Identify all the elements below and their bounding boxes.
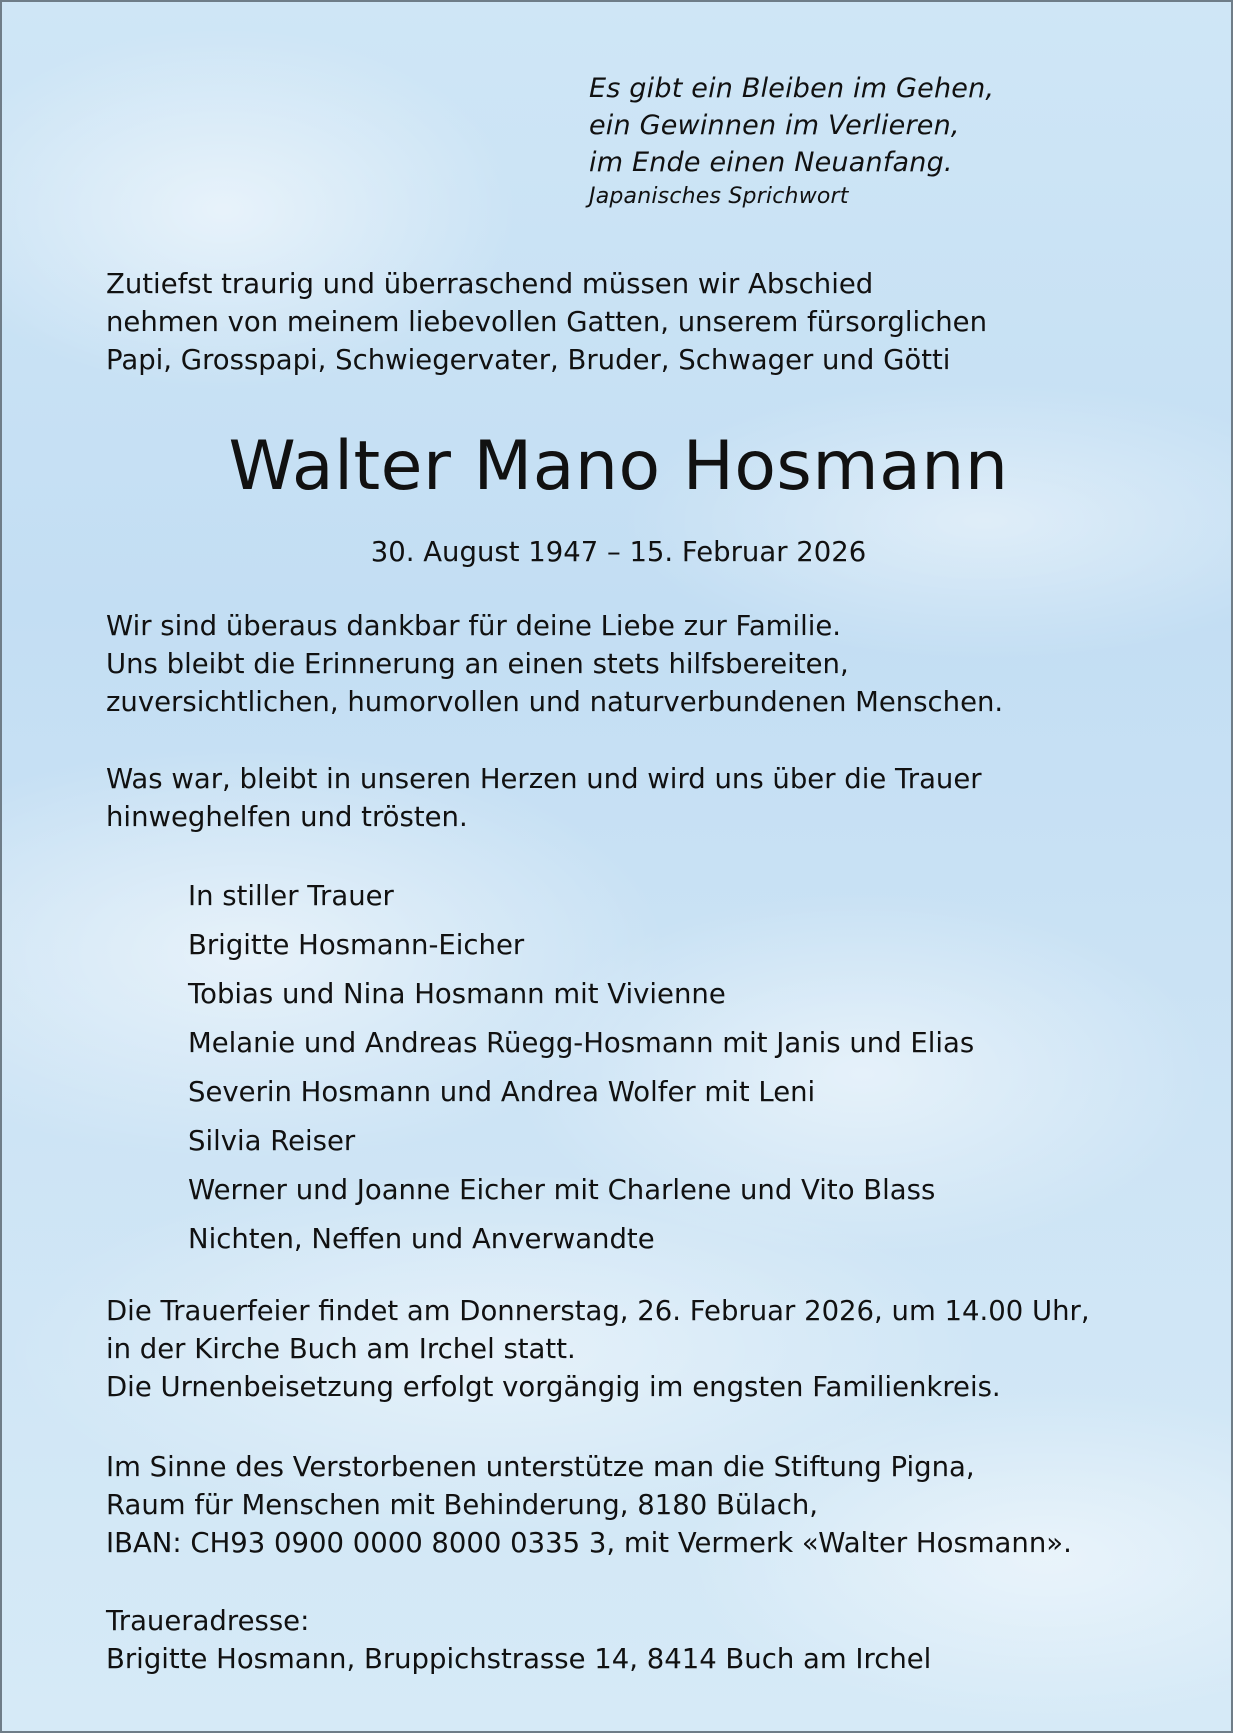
address-value: Brigitte Hosmann, Bruppichstrasse 14, 8414 Buch am Irchel: [106, 1643, 932, 1675]
thanks-line: Uns bleibt die Erinnerung an einen stets hilfsbereiten,: [106, 648, 849, 680]
mourning-address: [106, 1602, 1186, 1678]
mourners-heading: In stiller Trauer: [188, 880, 394, 912]
donation-line: IBAN: CH93 0900 0000 8000 0335 3, mit Vermerk «Walter Hosmann».: [106, 1527, 1072, 1559]
donation-line: Im Sinne des Verstorbenen unterstütze man die Stiftung Pigna,: [106, 1451, 975, 1483]
thanks-line: zuversichtlichen, humorvollen und naturverbundenen Menschen.: [106, 686, 1004, 718]
thanks-line: Wir sind überaus dankbar für deine Liebe zur Familie.: [106, 610, 842, 642]
intro-line: Zutiefst traurig und überraschend müssen wir Abschied: [106, 268, 874, 300]
intro-paragraph: [106, 265, 1166, 379]
donation-paragraph: [106, 1448, 1186, 1562]
life-dates: 30. August 1947 – 15. Februar 2026: [370, 536, 867, 568]
memory-paragraph: [106, 760, 1186, 836]
mourner-name: Silvia Reiser: [188, 1125, 356, 1157]
mourner-name: Brigitte Hosmann-Eicher: [188, 929, 525, 961]
quote-line: im Ende einen Neuanfang.: [589, 147, 953, 178]
ceremony-line: Die Trauerfeier findet am Donnerstag, 26. Februar 2026, um 14.00 Uhr,: [106, 1295, 1090, 1327]
intro-line: Papi, Grosspapi, Schwiegervater, Bruder, Schwager und Götti: [106, 344, 951, 376]
address-label: Traueradresse:: [106, 1605, 310, 1637]
thanks-paragraph: [106, 607, 1186, 721]
ceremony-line: Die Urnenbeisetzung erfolgt vorgängig im engsten Familienkreis.: [106, 1371, 1001, 1403]
memory-line: hinweghelfen und trösten.: [106, 801, 468, 833]
donation-line: Raum für Menschen mit Behinderung, 8180 Bülach,: [106, 1489, 819, 1521]
mourner-name: Melanie und Andreas Rüegg-Hosmann mit Janis und Elias: [188, 1027, 975, 1059]
intro-line: nehmen von meinem liebevollen Gatten, unserem fürsorglichen: [106, 306, 988, 338]
deceased-name: Walter Mano Hosmann: [228, 427, 1009, 506]
mourner-name: Werner und Joanne Eicher mit Charlene und Vito Blass: [188, 1174, 936, 1206]
ceremony-line: in der Kirche Buch am Irchel statt.: [106, 1333, 576, 1365]
mourner-name: Severin Hosmann und Andrea Wolfer mit Leni: [188, 1076, 816, 1108]
mourner-name: Nichten, Neffen und Anverwandte: [188, 1223, 655, 1255]
epigraph-quote: [589, 70, 994, 212]
ceremony-paragraph: [106, 1292, 1186, 1406]
mourners-list: [188, 872, 1188, 1264]
memory-line: Was war, bleibt in unseren Herzen und wird uns über die Trauer: [106, 763, 982, 795]
quote-line: Es gibt ein Bleiben im Gehen,: [589, 73, 995, 104]
mourner-name: Tobias und Nina Hosmann mit Vivienne: [188, 978, 726, 1010]
quote-source: Japanisches Sprichwort: [589, 184, 849, 209]
quote-line: ein Gewinnen im Verlieren,: [589, 110, 960, 141]
